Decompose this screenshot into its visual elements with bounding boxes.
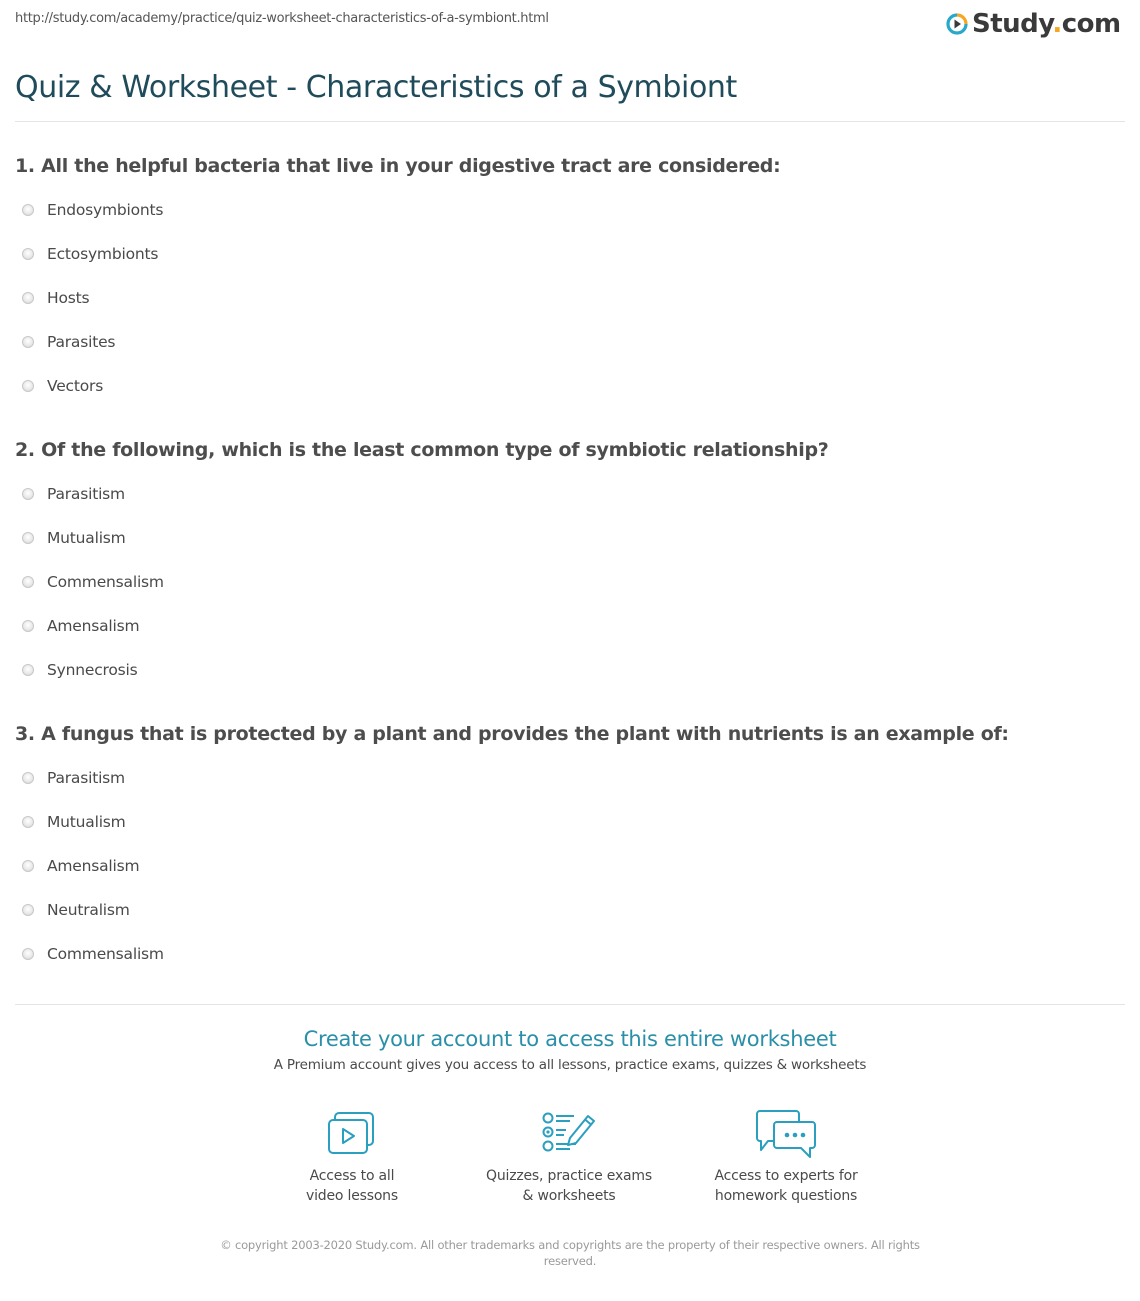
radio-button[interactable]: [22, 380, 34, 392]
radio-button[interactable]: [22, 948, 34, 960]
radio-button[interactable]: [22, 532, 34, 544]
page-title: Quiz & Worksheet - Characteristics of a Symbiont: [15, 70, 737, 105]
page-url: http://study.com/academy/practice/quiz-worksheet-characteristics-of-a-symbiont.html: [15, 11, 549, 26]
q1-option-1[interactable]: Endosymbionts: [22, 199, 163, 221]
q3-option-4[interactable]: Neutralism: [22, 899, 130, 921]
radio-button[interactable]: [22, 772, 34, 784]
q2-option-5[interactable]: Synnecrosis: [22, 659, 138, 681]
radio-button[interactable]: [22, 620, 34, 632]
q1-option-4[interactable]: Parasites: [22, 331, 115, 353]
radio-button[interactable]: [22, 292, 34, 304]
logo-dot: .: [1052, 9, 1062, 39]
video-lessons-icon: [326, 1110, 378, 1156]
radio-button[interactable]: [22, 860, 34, 872]
quiz-checklist-icon: [540, 1110, 598, 1156]
feature-video-lessons: Access to all video lessons: [252, 1110, 452, 1206]
copyright-notice: © copyright 2003-2020 Study.com. All other trademarks and copyrights are the property of their respective owners. All rights reserved.: [220, 1238, 920, 1268]
radio-button[interactable]: [22, 664, 34, 676]
q2-option-1[interactable]: Parasitism: [22, 483, 125, 505]
study-com-logo[interactable]: [946, 9, 1121, 39]
q2-option-3[interactable]: Commensalism: [22, 571, 164, 593]
q3-option-3[interactable]: Amensalism: [22, 855, 139, 877]
title-divider: [15, 121, 1125, 122]
q3-option-5[interactable]: Commensalism: [22, 943, 164, 965]
radio-button[interactable]: [22, 816, 34, 828]
feature-quizzes: Quizzes, practice exams & worksheets: [469, 1110, 669, 1206]
q2-option-2[interactable]: Mutualism: [22, 527, 126, 549]
feature-experts: Access to experts for homework questions: [686, 1108, 886, 1206]
q3-option-1[interactable]: Parasitism: [22, 767, 125, 789]
question-1: 1. All the helpful bacteria that live in your digestive tract are considered:: [15, 155, 781, 177]
logo-suffix: com: [1061, 9, 1121, 39]
q1-option-2[interactable]: Ectosymbionts: [22, 243, 158, 265]
premium-description: A Premium account gives you access to all lessons, practice exams, quizzes & worksheets: [273, 1057, 867, 1073]
question-3: 3. A fungus that is protected by a plant and provides the plant with nutrients is an example of:: [15, 723, 1009, 745]
create-account-link[interactable]: Create your account to access this entire worksheet: [303, 1027, 837, 1051]
q1-option-5[interactable]: Vectors: [22, 375, 103, 397]
play-ring-icon: [946, 13, 968, 35]
radio-button[interactable]: [22, 488, 34, 500]
q2-option-4[interactable]: Amensalism: [22, 615, 139, 637]
section-divider: [15, 1004, 1125, 1005]
chat-bubbles-icon: [754, 1108, 818, 1158]
radio-button[interactable]: [22, 248, 34, 260]
q3-option-2[interactable]: Mutualism: [22, 811, 126, 833]
radio-button[interactable]: [22, 904, 34, 916]
logo-text: Study: [972, 9, 1053, 39]
radio-button[interactable]: [22, 576, 34, 588]
q1-option-3[interactable]: Hosts: [22, 287, 89, 309]
radio-button[interactable]: [22, 336, 34, 348]
radio-button[interactable]: [22, 204, 34, 216]
question-2: 2. Of the following, which is the least common type of symbiotic relationship?: [15, 439, 829, 461]
